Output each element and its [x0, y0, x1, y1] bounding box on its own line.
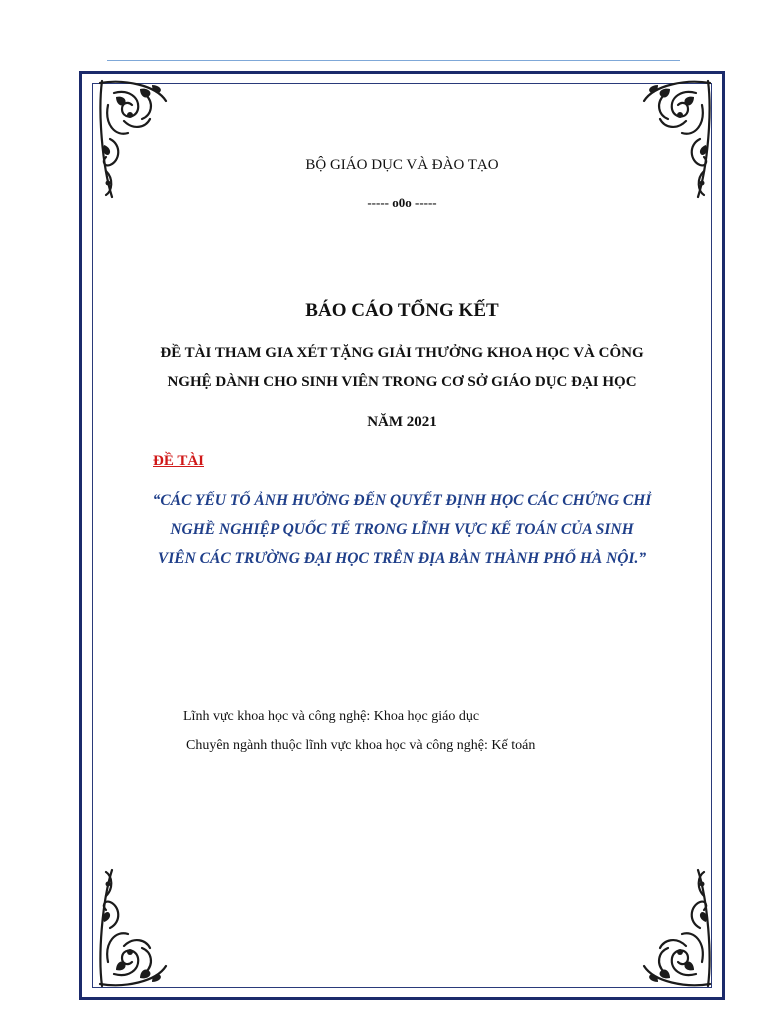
topic-line-2: NGHỀ NGHIỆP QUỐC TẾ TRONG LĨNH VỰC KẾ TOÁN CỦA SINH [170, 521, 634, 538]
corner-ornament-bottom-left-icon [94, 862, 174, 992]
corner-ornament-top-left-icon [94, 75, 174, 205]
separator: ----- o0o ----- [367, 195, 437, 210]
report-title: BÁO CÁO TỔNG KẾT [305, 300, 499, 321]
year-line: NĂM 2021 [367, 414, 437, 430]
corner-ornament-top-right-icon [636, 75, 716, 205]
subtitle-line-2: NGHỆ DÀNH CHO SINH VIÊN TRONG CƠ SỞ GIÁO DỤC ĐẠI HỌC [167, 374, 637, 390]
topic-line-3: VIÊN CÁC TRƯỜNG ĐẠI HỌC TRÊN ĐỊA BÀN THÀNH PHỐ HÀ NỘI.” [157, 550, 647, 567]
topic-line-1: “CÁC YẾU TỐ ẢNH HƯỞNG ĐẾN QUYẾT ĐỊNH HỌC CÁC CHỨNG CHỈ [152, 492, 652, 509]
topic-label: ĐỀ TÀI [153, 453, 204, 469]
corner-ornament-bottom-right-icon [636, 862, 716, 992]
research-specialization: Chuyên ngành thuộc lĩnh vực khoa học và công nghệ: Kế toán [186, 738, 536, 753]
ministry-name: BỘ GIÁO DỤC VÀ ĐÀO TẠO [305, 157, 499, 173]
subtitle-line-1: ĐỀ TÀI THAM GIA XÉT TẶNG GIẢI THƯỞNG KHOA HỌC VÀ CÔNG [160, 345, 644, 361]
top-rule [107, 60, 680, 61]
research-field: Lĩnh vực khoa học và công nghệ: Khoa học giáo dục [183, 709, 480, 724]
